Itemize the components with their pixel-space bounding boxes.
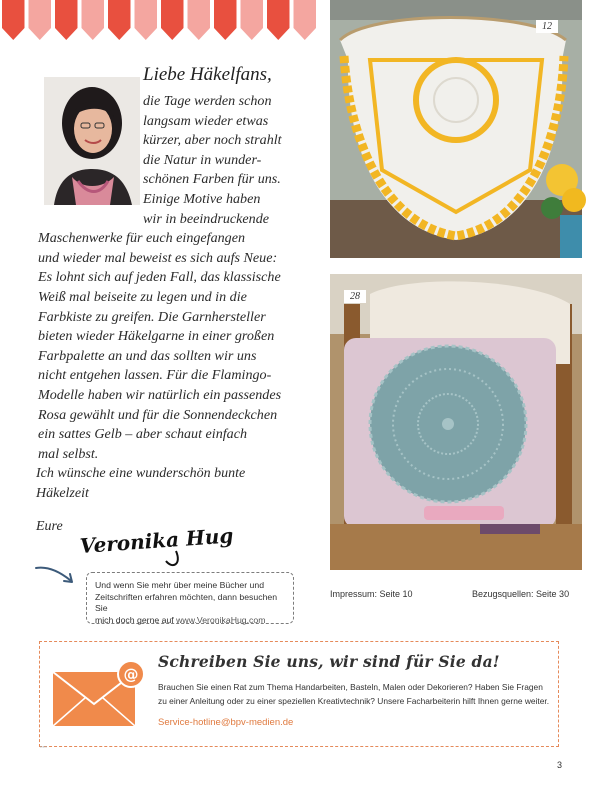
contact-email-link[interactable]: Service-hotline@bpv-medien.de xyxy=(158,717,294,728)
bunting-flag xyxy=(29,0,52,40)
page-reference-bottom: 28 xyxy=(344,290,366,303)
watermark: PassionForum.ru xyxy=(482,780,566,792)
bunting-flag xyxy=(108,0,131,40)
letter-line: die Tage werden schon xyxy=(143,93,272,109)
info-box xyxy=(86,572,294,624)
page-reference-top: 12 xyxy=(536,20,558,33)
closing-line-1: Ich wünsche eine wunderschön bunte xyxy=(36,466,246,481)
contact-body-line-1: Brauchen Sie einen Rat zum Thema Handarbeiten, Basteln, Malen oder Dekorieren? Haben Sie Fragen xyxy=(158,682,543,692)
contact-body-line-2: zu einer Anleitung oder zu einer speziellen Kreativtechnik? Unsere Facharbeiterin hilft Ihnen gerne weiter. xyxy=(158,696,550,706)
handwritten-signature xyxy=(78,521,235,569)
bunting-flag xyxy=(267,0,290,40)
bunting-flag xyxy=(214,0,237,40)
info-line-3-prefix: mich doch gerne auf xyxy=(95,614,177,625)
bunting-flag xyxy=(82,0,105,40)
bunting-flag xyxy=(55,0,78,40)
contact-box xyxy=(39,641,559,747)
letter-line: Es lohnt sich auf jeden Fall, das klassische xyxy=(38,269,281,286)
letter-line: und wieder mal beweist es sich aufs Neue: xyxy=(38,249,278,266)
letter-line: langsam wieder etwas xyxy=(143,112,269,129)
letter-line: wir in beeindruckende xyxy=(143,210,270,227)
closing-line-2: Häkelzeit xyxy=(36,486,89,501)
info-line-3 xyxy=(95,615,285,627)
envelope-icon xyxy=(51,660,147,730)
letter-line: Weiß mal beiseite zu legen und in die xyxy=(38,289,247,305)
letter-greeting: Liebe Häkelfans, xyxy=(143,64,272,85)
letter-line: kürzer, aber noch strahlt xyxy=(143,132,282,149)
letter-line: Maschenwerke für euch eingefangen xyxy=(38,230,246,247)
bunting-flag xyxy=(2,0,25,40)
bunting-decoration xyxy=(0,0,318,44)
bunting-flag xyxy=(161,0,184,40)
page-number: 3 xyxy=(557,760,563,770)
info-line-2: Zeitschriften erfahren möchten, dann besuchen Sie xyxy=(95,591,278,613)
bezugsquellen-caption: Bezugsquellen: Seite 30 xyxy=(472,589,570,599)
letter-line: die Natur in wunder- xyxy=(143,151,262,168)
bunting-flag xyxy=(294,0,317,40)
letter-line: nicht entgehen lassen. Für die Flamingo- xyxy=(38,367,272,384)
letter-line: Farbkiste zu greifen. Die Garnhersteller xyxy=(38,308,266,325)
website-link[interactable]: www.VeronikaHug.com xyxy=(176,614,266,625)
doily-photo-blue xyxy=(330,274,582,570)
contact-title: Schreiben Sie uns, wir sind für Sie da! xyxy=(158,652,500,671)
svg-text:@: @ xyxy=(123,665,139,684)
letter-line: Einige Motive haben xyxy=(143,191,261,207)
author-portrait xyxy=(44,77,140,205)
letter-line: Modelle haben wir natürlich ein passendes xyxy=(38,387,282,403)
letter-line: mal selbst. xyxy=(38,445,99,462)
print-code-mark: ▪▪▪▪▪ xyxy=(40,744,48,749)
letter-line: Rosa gewählt und für die Sonnendeckchen xyxy=(38,406,278,423)
bunting-flag xyxy=(135,0,158,40)
impressum-caption: Impressum: Seite 10 xyxy=(330,589,413,599)
bunting-flag xyxy=(241,0,264,40)
letter-line: bieten wieder Häkelgarne in einer großen xyxy=(38,328,275,345)
letter-line: ein sattes Gelb – aber schaut einfach xyxy=(38,426,248,443)
doily-photo-yellow xyxy=(330,0,582,258)
letter-line: Farbpalette an und das sollten wir uns xyxy=(38,347,257,364)
info-line-1: Und wenn Sie mehr über meine Bücher und xyxy=(95,580,265,590)
arrow-icon xyxy=(34,564,80,586)
closing-eure: Eure xyxy=(36,519,63,534)
letter-line: schönen Farben für uns. xyxy=(143,171,281,188)
contact-body xyxy=(158,680,549,708)
svg-text:Veronika Hug: Veronika Hug xyxy=(79,523,235,559)
bunting-flag xyxy=(188,0,211,40)
